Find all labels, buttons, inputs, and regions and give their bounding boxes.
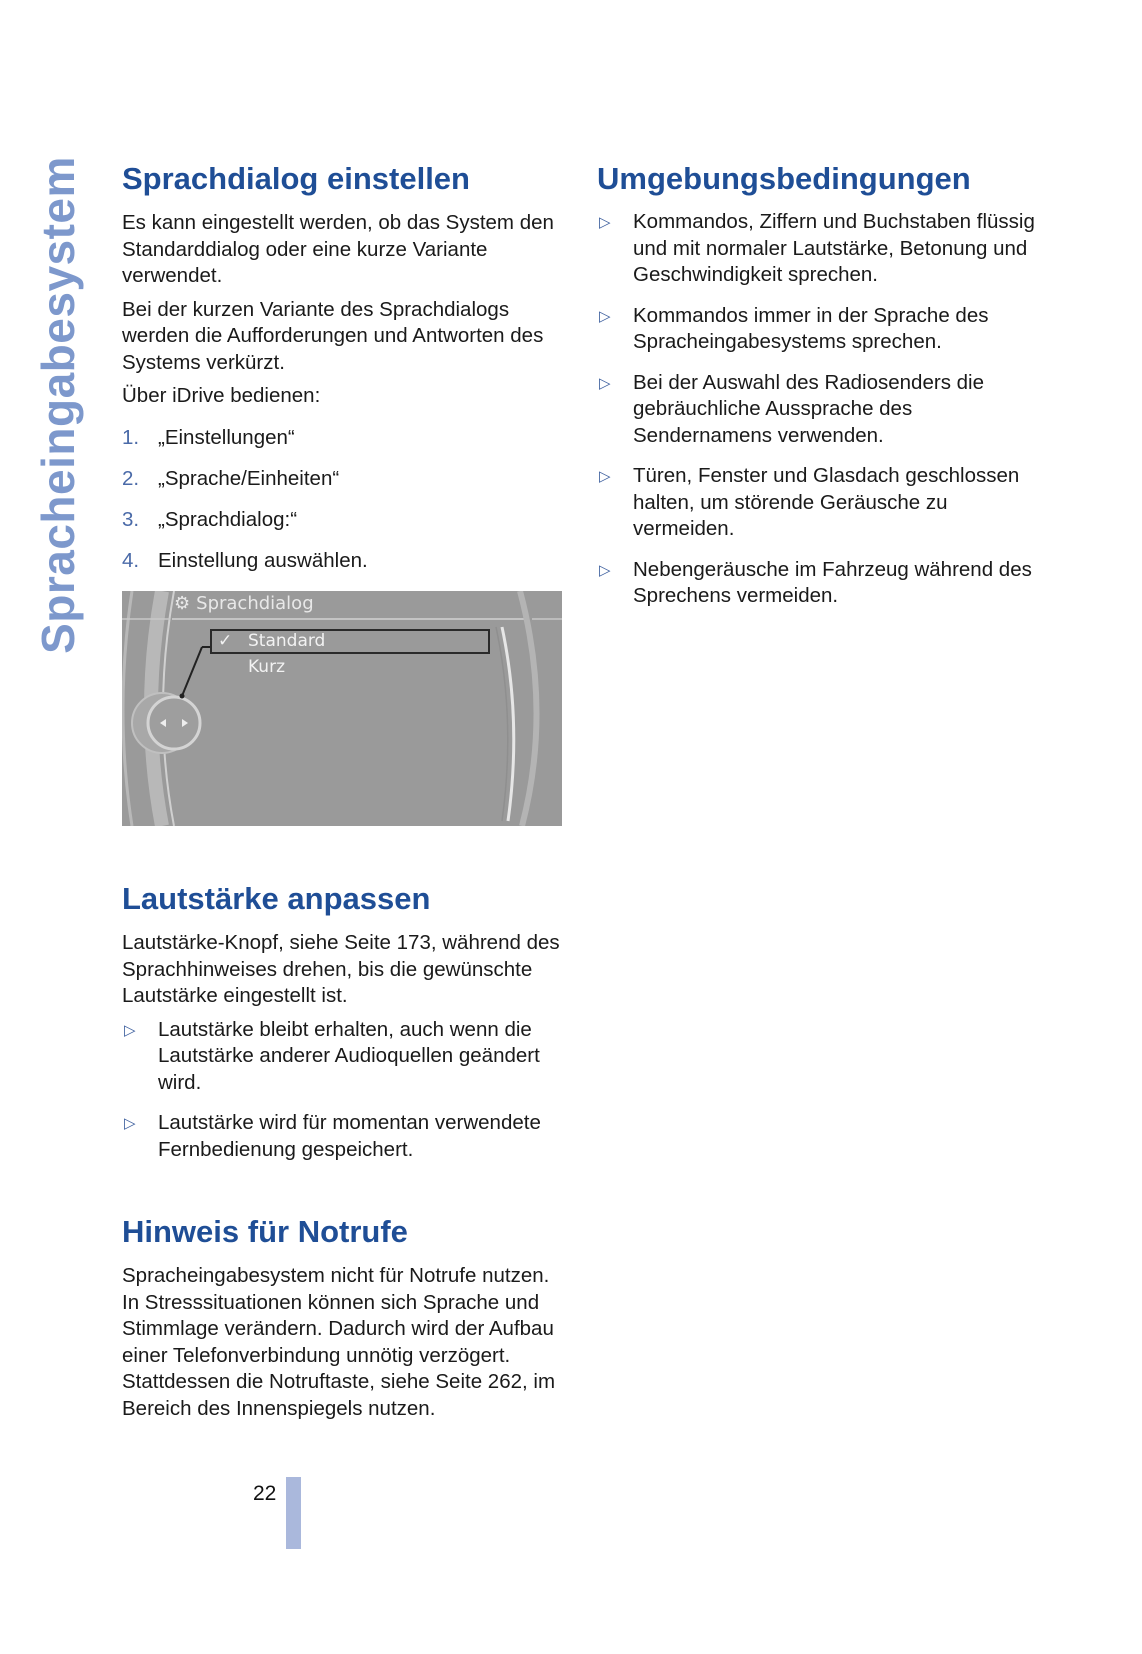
paragraph: Lautstärke-Knopf, siehe Seite 173, während des Sprachhinweises drehen, bis die gewünschte Lautstärke eingestellt ist.: [122, 931, 560, 1007]
steps-list: [122, 425, 567, 575]
checkmark-icon: ✓: [218, 631, 233, 651]
step-item: [122, 425, 567, 452]
bullet-item: ▷ Bei der Auswahl des Radiosenders die gebräuchliche Aussprache des Sendernamens verwenden.: [599, 370, 984, 447]
option-label: Kurz: [248, 657, 285, 677]
bullet-item: ▷ Kommandos immer in der Sprache des Spracheingabesystems sprechen.: [599, 303, 989, 354]
section-sprachdialog-body: [122, 210, 567, 410]
chapter-title: Spracheingabesystem: [32, 156, 84, 654]
bullet-item: ▷ Türen, Fenster und Glasdach geschlossen halten, um störende Geräusche zu vermeiden.: [599, 464, 1020, 541]
step-text: „Einstellungen“: [158, 426, 295, 449]
step-text: Einstellung auswählen.: [158, 549, 368, 572]
paragraph: Bei der kurzen Variante des Sprachdialogs werden die Aufforderungen und Antworten des Systems verkürzt.: [122, 297, 544, 374]
page-marker-bar: [286, 1477, 301, 1549]
option-kurz[interactable]: [248, 657, 285, 677]
triangle-bullet-icon: ▷: [599, 214, 611, 232]
section-heading: Umgebungsbedingungen: [597, 161, 971, 196]
triangle-bullet-icon: ▷: [599, 468, 611, 486]
paragraph: Spracheingabesystem nicht für Notrufe nutzen. In Stresssituationen können sich Sprache und Stimmlage verändern. Dadurch wird der Aufbau einer Telefonverbindung unnötig verzögert. Stattdessen die Notruftaste, siehe Seite 262, im Bereich des Innenspiegels nutzen.: [122, 1264, 556, 1420]
section-lautstaerke-body: [122, 930, 567, 1163]
bullet-list: [597, 209, 1047, 610]
option-standard[interactable]: [210, 629, 490, 654]
step-text: „Sprache/Einheiten“: [158, 467, 340, 490]
step-item: [122, 548, 567, 575]
idrive-screenshot: [122, 591, 562, 826]
triangle-bullet-icon: ▷: [599, 374, 611, 392]
triangle-bullet-icon: ▷: [599, 307, 611, 325]
bullet-item: ▷ Nebengeräusche im Fahrzeug während des Sprechens vermeiden.: [599, 557, 1032, 608]
section-lautstaerke: [122, 880, 567, 917]
bullet-list: [122, 1017, 567, 1164]
chapter-side-tab: [28, 156, 88, 654]
step-item: [122, 507, 567, 534]
bullet-item: ▷ Lautstärke bleibt erhalten, auch wenn die Lautstärke anderer Audioquellen geändert wird.: [124, 1017, 540, 1094]
option-label: Standard: [248, 631, 326, 651]
step-number: 1.: [122, 426, 140, 449]
step-number: 2.: [122, 467, 140, 490]
bullet-item: ▷ Kommandos, Ziffern und Buchstaben flüssig und mit normaler Lautstärke, Betonung und Geschwindigkeit sprechen.: [599, 210, 1035, 287]
right-column: [597, 160, 1047, 610]
section-notrufe-body: [122, 1263, 567, 1422]
section-sprachdialog: [122, 160, 567, 197]
triangle-bullet-icon: ▷: [124, 1021, 136, 1039]
section-notrufe: [122, 1213, 567, 1250]
section-heading: Sprachdialog einstellen: [122, 161, 470, 196]
page-number: 22: [253, 1482, 277, 1505]
step-number: 4.: [122, 549, 140, 572]
section-heading: Lautstärke anpassen: [122, 881, 431, 916]
paragraph: Es kann eingestellt werden, ob das System den Standarddialog oder eine kurze Variante verwendet.: [122, 211, 554, 287]
section-heading: Hinweis für Notrufe: [122, 1214, 408, 1249]
triangle-bullet-icon: ▷: [124, 1115, 136, 1132]
step-number: 3.: [122, 508, 140, 531]
idrive-frame-graphic: [122, 591, 562, 826]
screen-title: ⚙ Sprachdialog: [174, 593, 314, 614]
triangle-bullet-icon: ▷: [599, 561, 611, 579]
step-item: [122, 466, 567, 493]
left-column: [122, 0, 567, 1654]
step-text: „Sprachdialog:“: [158, 508, 298, 531]
settings-gear-icon: ⚙: [174, 593, 191, 614]
paragraph: Über iDrive bedienen:: [122, 384, 321, 407]
bullet-item: ▷ Lautstärke wird für momentan verwendete Fernbedienung gespeichert.: [124, 1111, 541, 1161]
